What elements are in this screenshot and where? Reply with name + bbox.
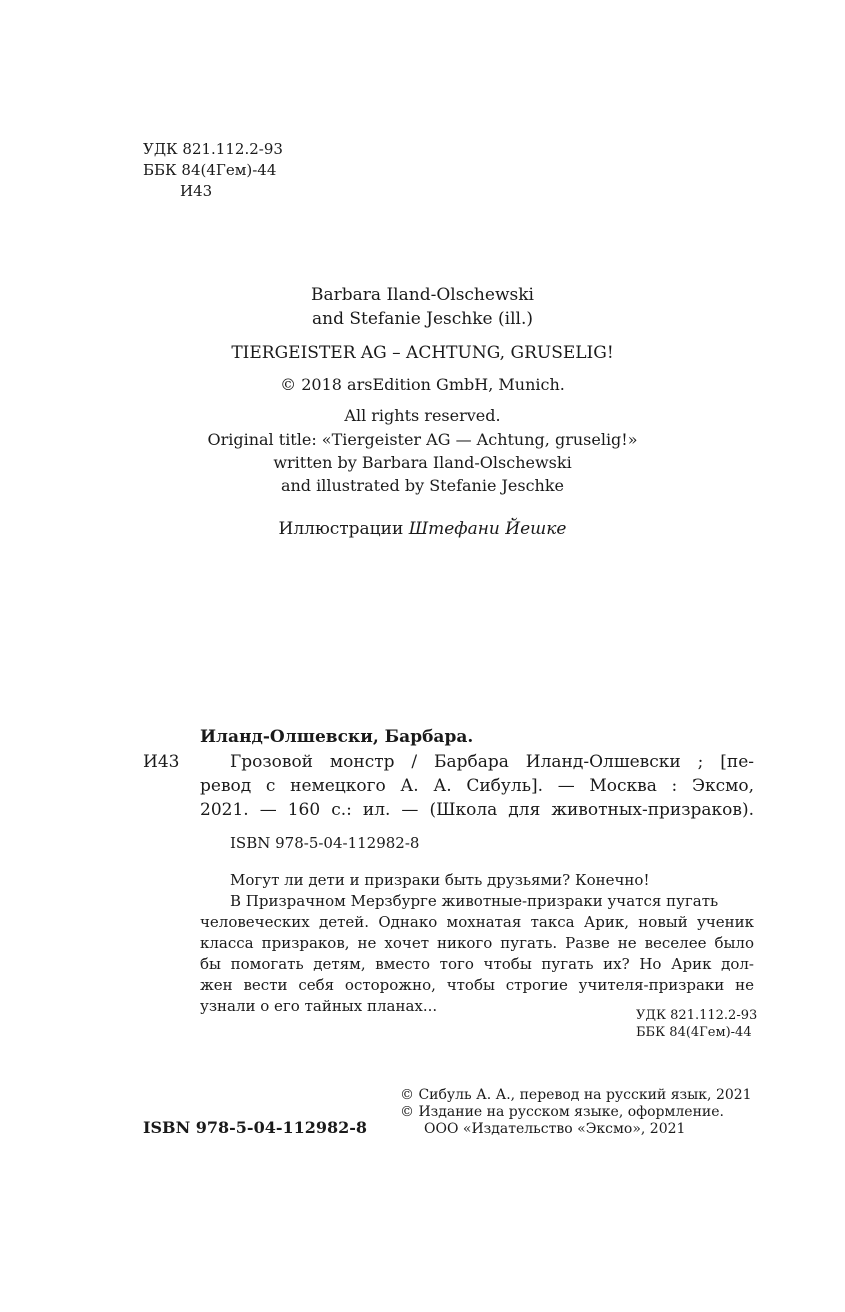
udk-code-top: УДК 821.112.2-93: [143, 140, 283, 158]
illustrated-by-line: and illustrated by Stefanie Jeschke: [280, 476, 565, 495]
original-title: TIERGEISTER AG – ACHTUNG, GRUSELIG!: [231, 343, 614, 363]
bibliographic-line-1: Грозовой монстр / Барбара Иланд-Олшевски ; [пе-: [230, 752, 754, 772]
rights-reserved: All rights reserved.: [344, 406, 501, 425]
author-sign-top: И43: [180, 182, 213, 200]
original-author-line2: and Stefanie Jeschke (ill.): [312, 309, 533, 329]
original-title-line: Original title: «Tiergeister AG — Achtung, gruselig!»: [207, 430, 638, 449]
copyright-translation: © Сибуль А. А., перевод на русский язык, 2021: [400, 1087, 752, 1103]
copyright-edition-line2: ООО «Издательство «Эксмо», 2021: [424, 1121, 686, 1137]
annotation-line: Могут ли дети и призраки быть друзьями? Конечно!: [230, 871, 650, 889]
illustrations-credit: [0, 519, 845, 539]
annotation-line: бы помогать детям, вместо того чтобы пугать их? Но Арик дол-: [200, 955, 754, 973]
catalog-author-sign: И43: [143, 752, 180, 772]
annotation-line: человеческих детей. Однако мохнатая такса Арик, новый ученик: [200, 913, 754, 931]
original-author-line1: Barbara Iland-Olschewski: [311, 285, 534, 305]
annotation-line: В Призрачном Мерзбурге животные-призраки учатся пугать: [230, 892, 719, 910]
bbk-code-card: ББК 84(4Гем)-44: [636, 1025, 752, 1040]
bbk-code-top: ББК 84(4Гем)-44: [143, 161, 277, 179]
illustrations-label: Иллюстрации: [278, 519, 404, 539]
illustrator-name: Штефани Йешке: [408, 519, 567, 539]
annotation-line: жен вести себя осторожно, чтобы строгие учителя-призраки не: [200, 976, 754, 994]
annotation-line: узнали о его тайных планах...: [200, 997, 438, 1015]
udk-code-card: УДК 821.112.2-93: [636, 1008, 758, 1023]
footer-isbn: ISBN 978-5-04-112982-8: [143, 1118, 368, 1137]
bibliographic-line-3: 2021. — 160 с.: ил. — (Школа для животных-призраков).: [200, 800, 754, 820]
catalog-heading: Иланд-Олшевски, Барбара.: [200, 727, 474, 747]
copyright-edition-line1: © Издание на русском языке, оформление.: [400, 1104, 724, 1120]
original-copyright: © 2018 arsEdition GmbH, Munich.: [280, 375, 565, 394]
annotation-line: класса призраков, не хочет никого пугать. Разве не веселее было: [200, 934, 754, 952]
written-by-line: written by Barbara Iland-Olschewski: [273, 453, 572, 472]
bibliographic-line-2: ревод с немецкого А. А. Сибуль]. — Москва : Эксмо,: [200, 776, 754, 796]
catalog-isbn: ISBN 978-5-04-112982-8: [230, 834, 420, 852]
